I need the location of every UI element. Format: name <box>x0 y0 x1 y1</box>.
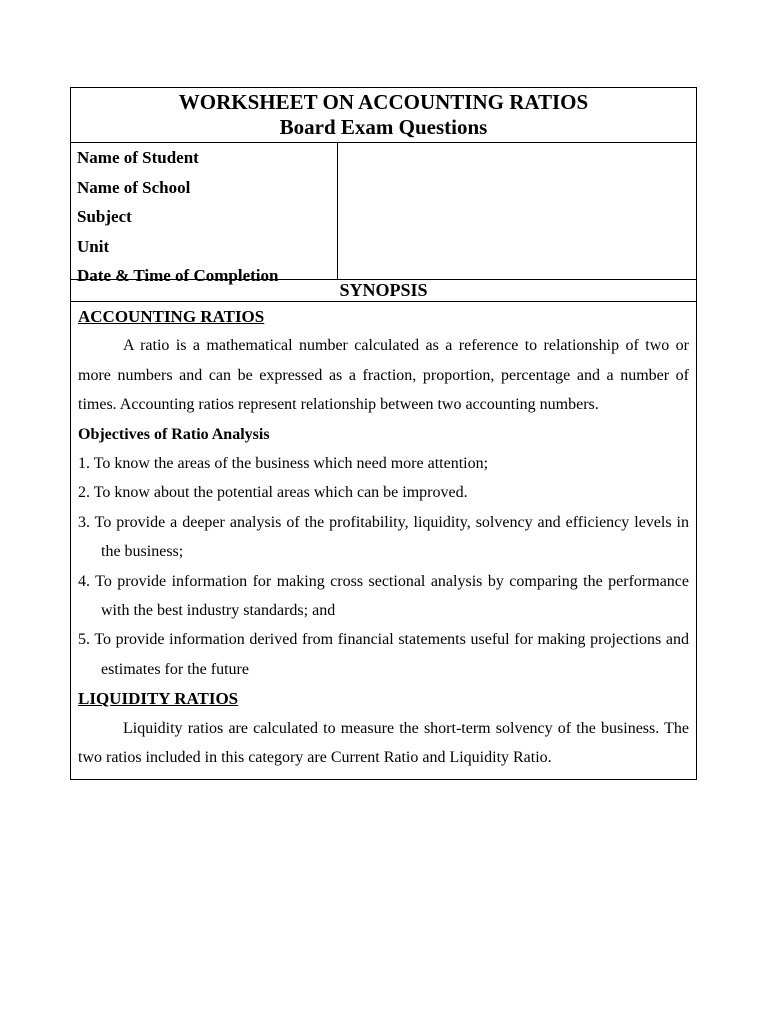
list-item: 5. To provide information derived from financial statements useful for making projections and estimates for the future <box>78 631 689 678</box>
school-name-label: Name of School <box>77 177 191 197</box>
objectives-heading: Objectives of Ratio Analysis <box>78 425 270 443</box>
worksheet-table <box>70 87 697 780</box>
unit-label: Unit <box>77 236 110 256</box>
subject-label: Subject <box>77 207 132 226</box>
list-item: 3. To provide a deeper analysis of the profitability, liquidity, solvency and efficiency levels in the business; <box>78 513 689 561</box>
liquidity-ratios-heading: LIQUIDITY RATIOS <box>78 689 239 709</box>
title-cell <box>71 88 696 143</box>
student-name-label: Name of Student <box>77 148 199 167</box>
worksheet-subtitle: Board Exam Questions <box>279 115 488 139</box>
synopsis-heading: SYNOPSIS <box>71 280 696 302</box>
list-item: 2. To know about the potential areas which can be improved. <box>78 484 468 502</box>
worksheet-title: WORKSHEET ON ACCOUNTING RATIOS <box>178 90 589 114</box>
accounting-ratios-paragraph: A ratio is a mathematical number calculated as a reference to relationship of two or more numbers and can be expressed as a fraction, proportion, percentage and a number of times. Accounting ratios represent relationship between two accounting numbers. <box>78 337 689 414</box>
synopsis-content <box>71 302 696 779</box>
completion-datetime-label: Date & Time of Completion <box>77 266 279 285</box>
list-item: 4. To provide information for making cross sectional analysis by comparing the performance with the best industry standards; and <box>78 572 689 620</box>
info-values-column[interactable] <box>338 143 696 279</box>
info-labels-column <box>71 143 338 285</box>
student-info-section <box>71 143 696 285</box>
liquidity-ratios-paragraph: Liquidity ratios are calculated to measure the short-term solvency of the business. The two ratios included in this category are Current Ratio and Liquidity Ratio. <box>78 719 689 767</box>
accounting-ratios-heading: ACCOUNTING RATIOS <box>78 307 265 326</box>
list-item: 1. To know the areas of the business which need more attention; <box>78 455 489 473</box>
objectives-list <box>78 449 689 684</box>
